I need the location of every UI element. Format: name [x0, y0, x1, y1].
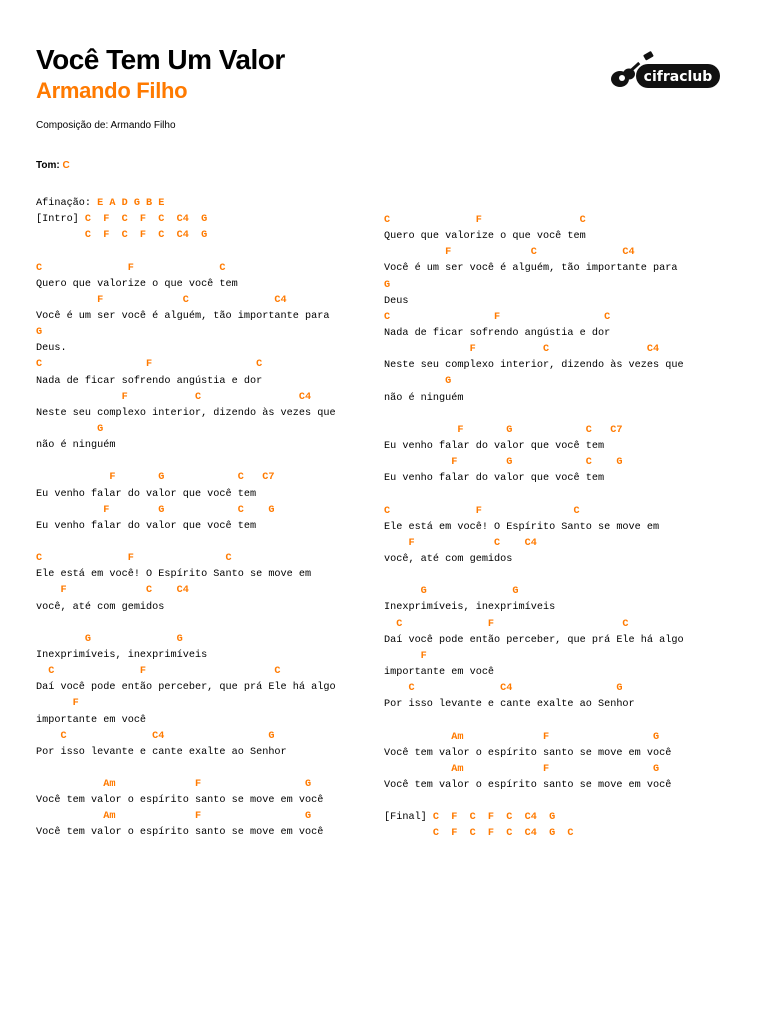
blank-line [384, 568, 684, 584]
chord-line[interactable]: C F C [36, 262, 226, 274]
lyric-line: Inexprimíveis, inexprimíveis [36, 649, 208, 661]
cifraclub-logo[interactable] [606, 48, 722, 94]
chord-line[interactable]: C F C [384, 311, 611, 323]
chord-line[interactable]: F [36, 698, 79, 710]
chord-line[interactable]: F C C4 [36, 391, 312, 403]
blank-line [384, 487, 684, 503]
chord-line[interactable]: C C4 G [36, 730, 275, 742]
lyric-line: Ele está em você! O Espírito Santo se move em [384, 521, 660, 533]
chord-line[interactable]: C F C [36, 666, 281, 678]
lyric-line: você, até com gemidos [36, 601, 165, 613]
section-tag: [Final] [384, 812, 427, 824]
logo-text: cifraclub [643, 69, 713, 85]
blank-line [36, 616, 336, 632]
chord-line[interactable]: C F C [384, 618, 629, 630]
lyric-line: você, até com gemidos [384, 553, 513, 565]
lyric-line: Eu venho falar do valor que você tem [36, 488, 257, 500]
lyric-line: Eu venho falar do valor que você tem [384, 473, 605, 485]
composer-credit: Composição de: Armando Filho [36, 120, 176, 131]
chord-line[interactable]: Am F G [36, 811, 312, 823]
chord-line[interactable]: C F C F C C4 G [36, 230, 208, 242]
lyric-line: não é ninguém [384, 392, 464, 404]
lyric-line: Você é um ser você é alguém, tão importante para [36, 310, 330, 322]
chord-line[interactable]: F C C4 [36, 585, 189, 597]
lyric-line: importante em você [384, 666, 495, 678]
lyric-line: Quero que valorize o que você tem [384, 231, 586, 243]
lyric-line: Por isso levante e cante exalte ao Senhor [36, 746, 287, 758]
key-label: Tom: [36, 160, 63, 171]
blank-line [36, 244, 336, 260]
chord-line[interactable]: G G [36, 633, 183, 645]
lyric-line: Você tem valor o espírito santo se move em você [384, 779, 672, 791]
chord-line[interactable]: G [36, 423, 104, 435]
chord-line[interactable]: G [384, 376, 452, 388]
chord-line[interactable]: Am F G [36, 779, 312, 791]
chord-line[interactable]: F G C G [384, 457, 623, 469]
chord-line[interactable]: F G C G [36, 504, 275, 516]
left-lyrics-column [36, 196, 336, 842]
lyric-line: Por isso levante e cante exalte ao Senhor [384, 699, 635, 711]
lyric-line: Você tem valor o espírito santo se move em você [384, 747, 672, 759]
chord-line[interactable]: F C C4 [384, 537, 537, 549]
chord-line [36, 212, 336, 228]
lyric-line: importante em você [36, 714, 147, 726]
lyric-line: Inexprimíveis, inexprimíveis [384, 602, 556, 614]
chord-line[interactable]: Am F G [384, 731, 660, 743]
chord-line[interactable]: F G C C7 [36, 472, 275, 484]
chord-sequence[interactable]: C F C F C C4 G [78, 214, 208, 226]
lyric-line: Você tem valor o espírito santo se move em você [36, 827, 324, 839]
chord-line[interactable]: C F C [36, 359, 263, 371]
song-title: Você Tem Um Valor [36, 44, 285, 75]
chord-line[interactable]: F C C4 [384, 247, 635, 259]
chord-line[interactable]: C F C [384, 505, 580, 517]
guitar-icon [606, 48, 722, 94]
blank-line [384, 407, 684, 423]
chord-line[interactable]: C F C F C C4 G C [384, 828, 574, 840]
lyric-line: Neste seu complexo interior, dizendo às vezes que [36, 407, 336, 419]
right-lyrics-column [384, 213, 684, 842]
blank-line [36, 535, 336, 551]
chord-line[interactable]: Am F G [384, 763, 660, 775]
tuning-label: Afinação: [36, 198, 98, 209]
tuning-value[interactable]: E A D G B E [97, 198, 165, 209]
lyric-line: Você é um ser você é alguém, tão importante para [384, 263, 678, 275]
tuning-line [36, 196, 336, 212]
chord-line[interactable]: F [384, 650, 427, 662]
chord-line[interactable]: G [384, 279, 391, 291]
blank-line [36, 454, 336, 470]
lyric-line: Nada de ficar sofrendo angústia e dor [384, 327, 611, 339]
blank-line [384, 794, 684, 810]
lyric-line: Quero que valorize o que você tem [36, 278, 238, 290]
lyric-line: Nada de ficar sofrendo angústia e dor [36, 375, 263, 387]
chord-line[interactable]: F C C4 [384, 344, 660, 356]
lyric-line: Deus [384, 295, 409, 307]
chord-line[interactable]: F C C4 [36, 294, 287, 306]
lyric-line: Eu venho falar do valor que você tem [384, 440, 605, 452]
lyric-line: Neste seu complexo interior, dizendo às vezes que [384, 360, 684, 372]
chord-line [384, 810, 684, 826]
chord-sequence[interactable]: C F C F C C4 G [426, 812, 556, 824]
section-tag: [Intro] [36, 214, 79, 226]
chord-line[interactable]: C C4 G [384, 683, 623, 695]
blank-line [384, 713, 684, 729]
lyric-line: não é ninguém [36, 440, 116, 452]
lyric-line: Deus. [36, 343, 67, 355]
key-value[interactable]: C [62, 160, 70, 171]
lyric-line: Daí você pode então perceber, que prá Ele há algo [384, 634, 684, 646]
chord-line[interactable]: G [36, 327, 43, 339]
chord-line[interactable]: C F C [36, 553, 232, 565]
blank-line [36, 761, 336, 777]
chord-line[interactable]: G G [384, 586, 519, 598]
lyric-line: Eu venho falar do valor que você tem [36, 520, 257, 532]
chord-line[interactable]: C F C [384, 215, 586, 226]
lyric-line: Você tem valor o espírito santo se move em você [36, 795, 324, 807]
lyric-line: Daí você pode então perceber, que prá Ele há algo [36, 682, 336, 694]
chord-line[interactable]: F G C C7 [384, 424, 623, 436]
key-info [36, 159, 70, 173]
lyric-line: Ele está em você! O Espírito Santo se move em [36, 569, 312, 581]
artist-name[interactable]: Armando Filho [36, 78, 188, 103]
